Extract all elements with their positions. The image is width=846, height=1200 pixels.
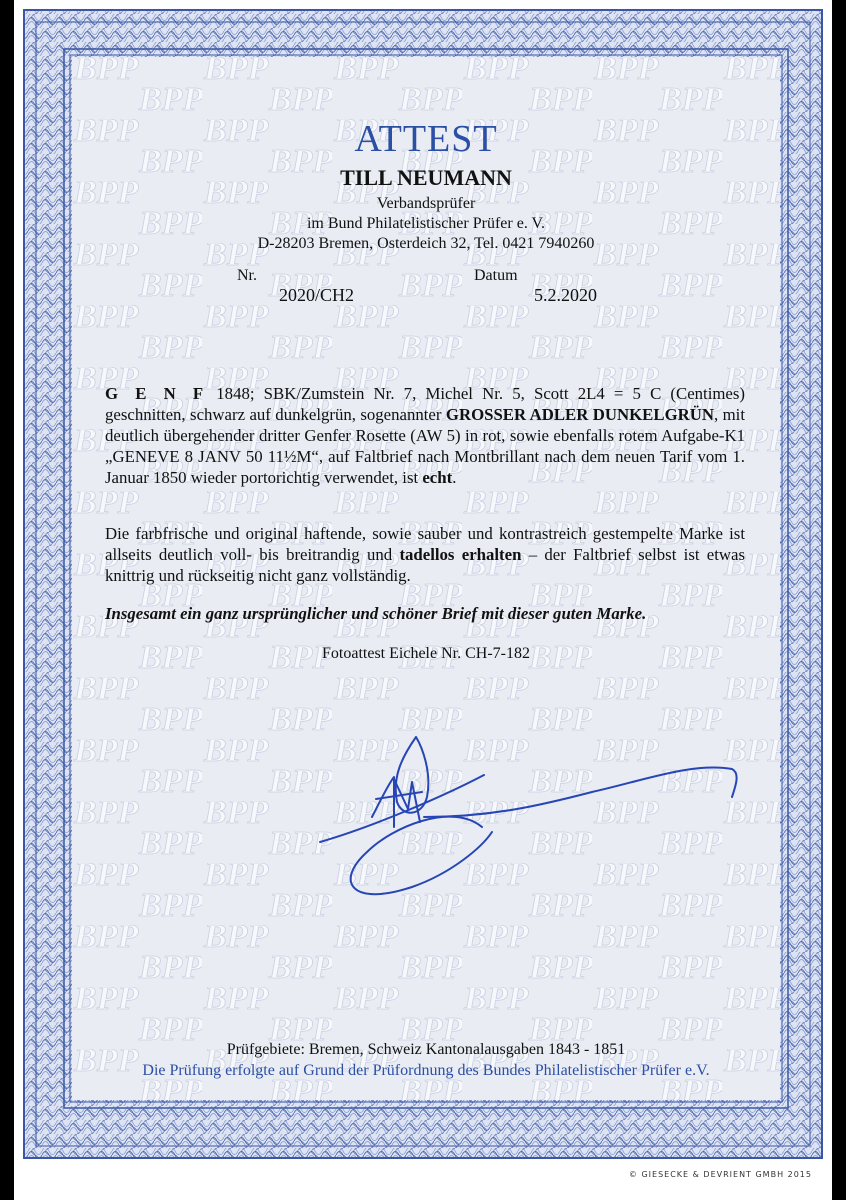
- examination-statement: Die Prüfung erfolgte auf Grund der Prüfordnung des Bundes Philatelistischer Prüfer e.V.: [142, 1062, 710, 1079]
- location-lead: G E N F: [105, 384, 208, 403]
- stamp-name: GROSSER ADLER DUNKELGRÜN: [445, 405, 714, 424]
- condition-verdict: tadellos erhalten: [399, 545, 522, 564]
- date-label: Datum: [474, 267, 518, 284]
- certificate-number: 2020/CH2: [279, 285, 355, 305]
- certificate-date: 5.2.2020: [534, 285, 597, 305]
- summary-statement: Insgesamt ein ganz ursprünglicher und schöner Brief mit dieser guten Marke.: [105, 604, 647, 623]
- examiner-name: TILL NEUMANN: [340, 165, 512, 190]
- attest-title: ATTEST: [354, 118, 498, 160]
- examiner-role: Verbandsprüfer: [376, 195, 476, 212]
- condition-part1: Die farbfrische und original haftende, sowie sauber und kontrastreich gestempelte Marke ist allseits deutlich voll- bis breitrandig und: [105, 524, 745, 564]
- examination-fields: Prüfgebiete: Bremen, Schweiz Kantonalausgaben 1843 - 1851: [226, 1041, 626, 1058]
- verdict: echt: [422, 468, 453, 487]
- certificate-sheet: [14, 0, 832, 1200]
- description-end: .: [452, 468, 457, 487]
- examiner-association: im Bund Philatelistischer Prüfer e. V.: [306, 215, 546, 232]
- copyright-notice: © GIESECKE & DEVRIENT GMBH 2015: [628, 1170, 812, 1179]
- examiner-signature: [72, 57, 780, 1100]
- certificate-content: [72, 57, 780, 1100]
- examiner-address: D-28203 Bremen, Osterdeich 32, Tel. 0421 7940260: [257, 235, 595, 252]
- certificate-panel: [72, 57, 780, 1100]
- description-part2: , mit deutlich übergehender dritter Genfer Rosette (AW 5) in rot, sowie ebenfalls rotem Aufgabe-K1 „GENEVE 8 JANV 50 11½M“, auf Faltbrief nach Montbrillant nach dem neuen Tarif vom 1. Januar 1850 wieder portorichtig verwendet, ist: [105, 405, 745, 487]
- photo-attest-reference: Fotoattest Eichele Nr. CH-7-182: [322, 645, 530, 662]
- condition-part2: – der Faltbrief selbst ist etwas knittrig und rückseitig nicht ganz vollständig.: [105, 545, 746, 585]
- description-part1: 1848; SBK/Zumstein Nr. 7, Michel Nr. 5, Scott 2L4 = 5 C (Centimes) geschnitten, schwarz auf dunkelgrün, sogenannter: [105, 384, 746, 424]
- nr-label: Nr.: [237, 267, 257, 284]
